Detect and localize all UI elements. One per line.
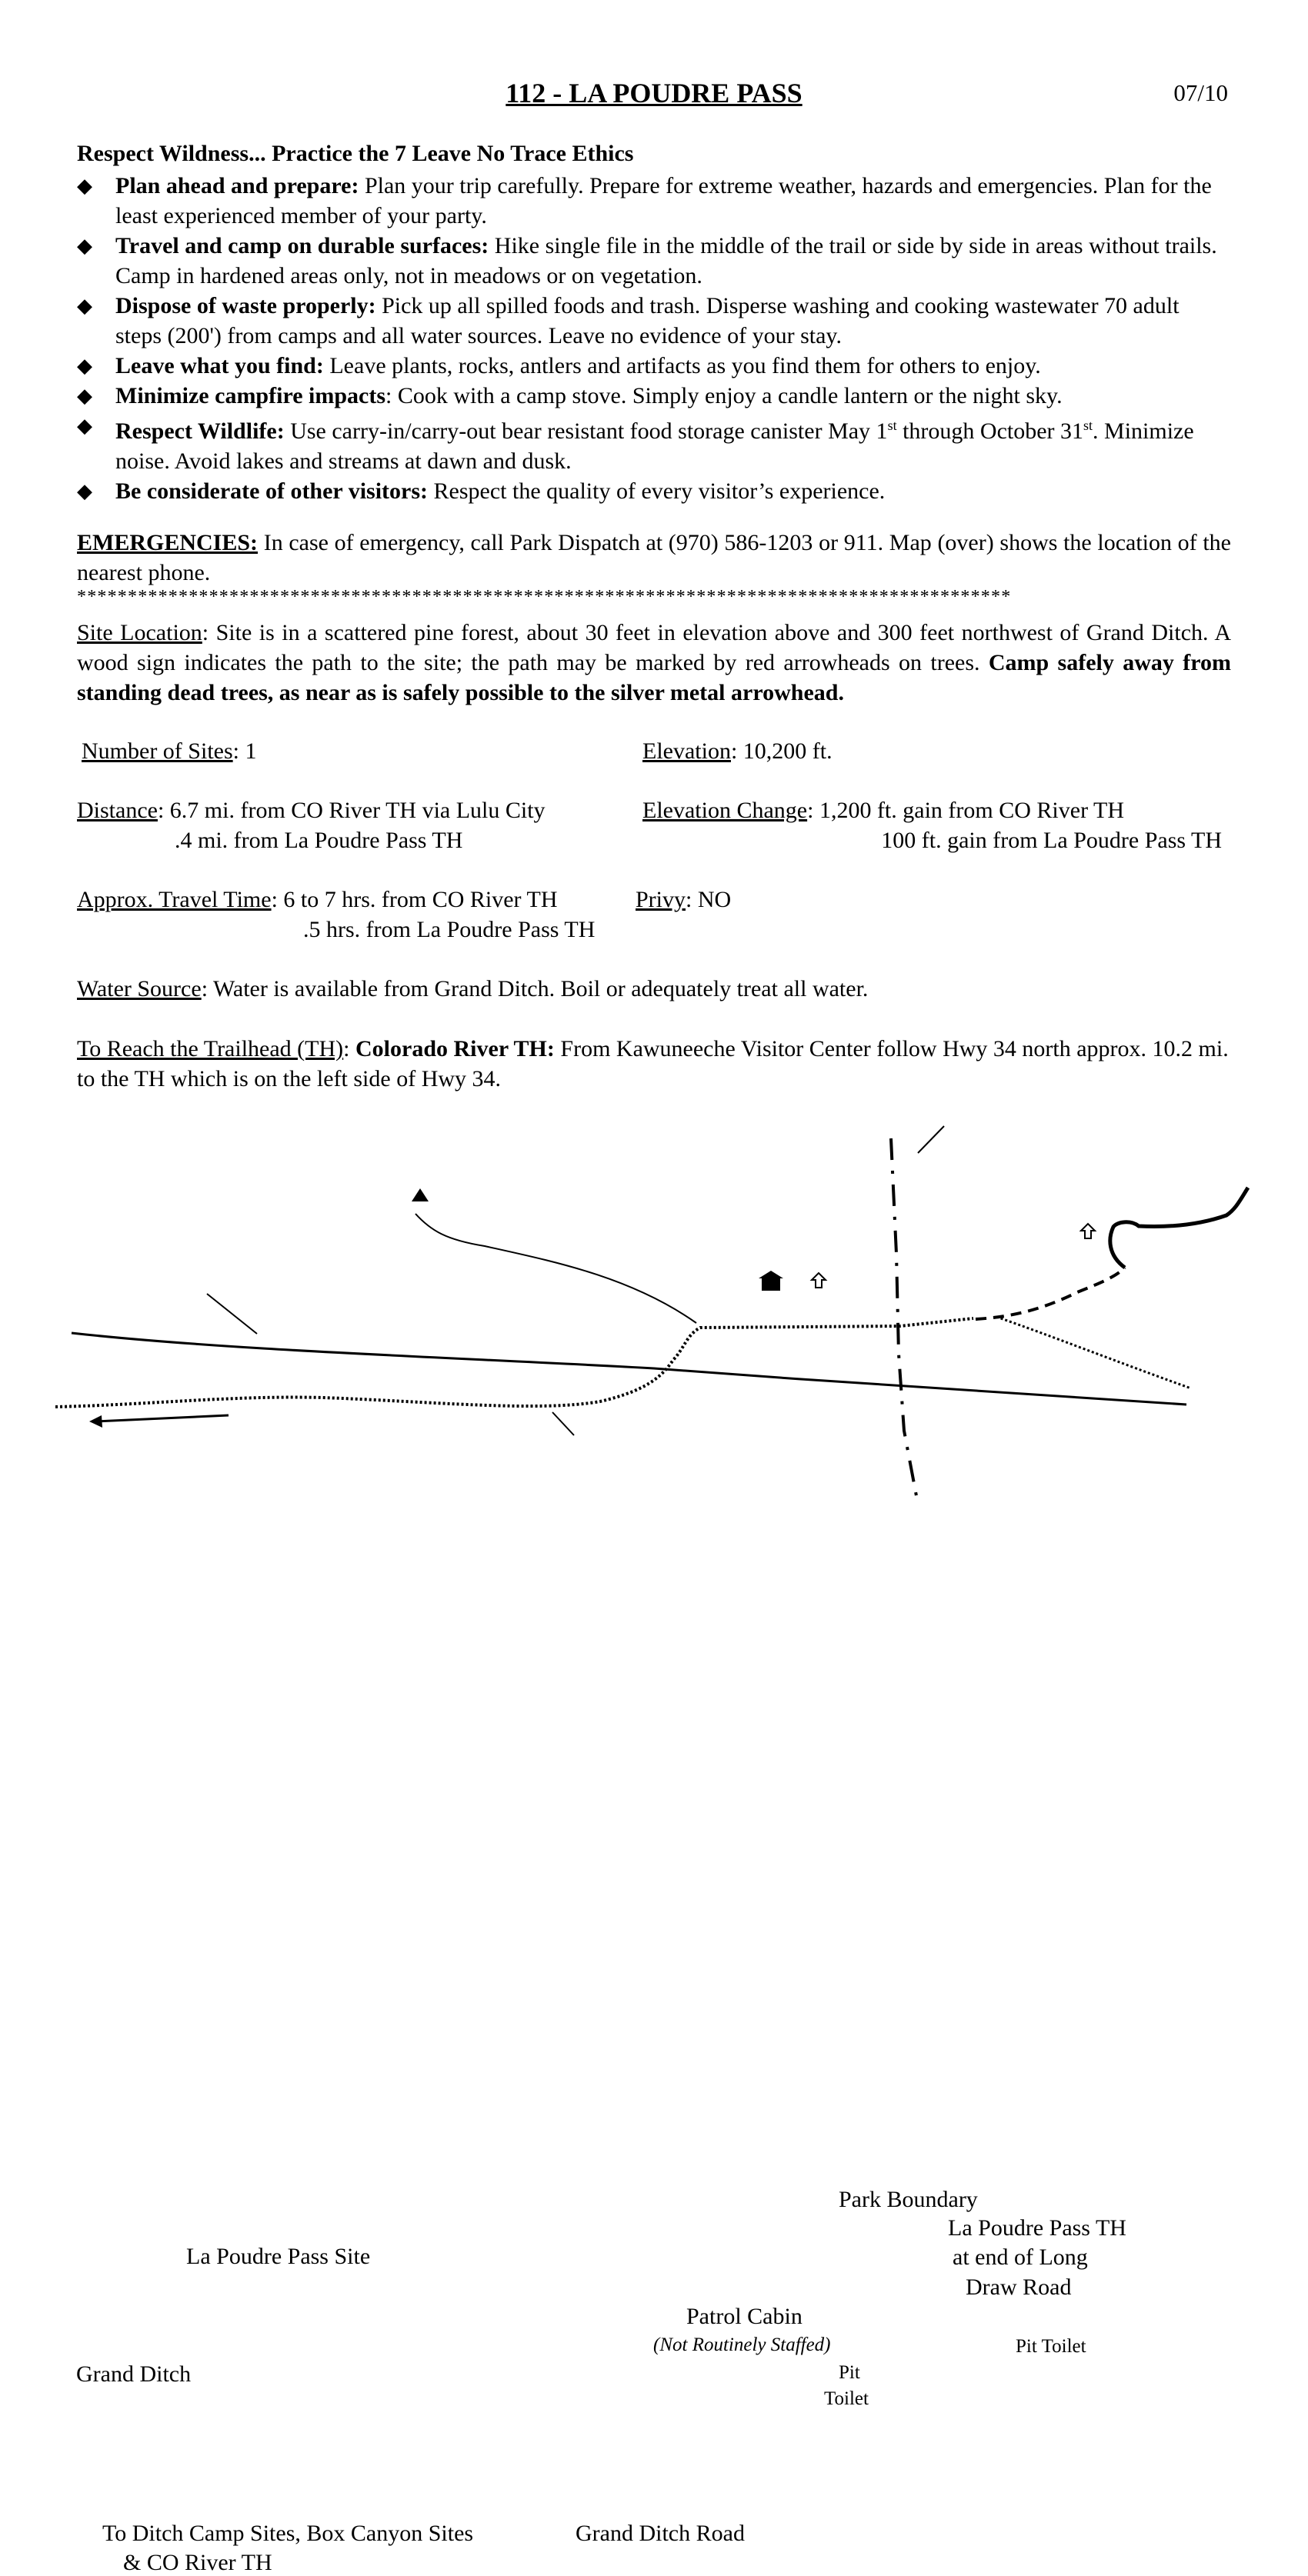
pit-toilet-label-1a: Pit — [839, 2362, 860, 2383]
elevation-value: : 10,200 ft. — [730, 738, 833, 764]
travel-time-label: Approx. Travel Time — [77, 887, 272, 912]
emergencies-label: EMERGENCIES: — [77, 530, 259, 555]
lnt-item-text: Plan your trip carefully. Prepare for extreme weather, hazards and emergencies. Plan for the least experienced member of your party. — [115, 173, 1212, 228]
diamond-bullet-icon: ◆ — [77, 480, 92, 502]
reach-colon: : — [343, 1036, 355, 1061]
elevation-change-line-2: 100 ft. gain from La Poudre Pass TH — [881, 828, 1222, 853]
elevation-change — [642, 795, 1223, 825]
site-trail-line — [415, 1214, 696, 1323]
trailhead-path-line — [976, 1268, 1125, 1319]
site-location-warning: Camp safely away from standing dead trees, as near as is safely possible to the silver metal arrowhead. — [77, 650, 1231, 705]
lnt-item-text: Respect the quality of every visitor’s experience. — [428, 478, 886, 504]
park-boundary-line — [891, 1138, 917, 1500]
lnt-item-label: Respect Wildlife: — [115, 418, 285, 444]
water-source-value: : Water is available from Grand Ditch. Boil or adequately treat all water. — [201, 976, 869, 1001]
diamond-bullet-icon: ◆ — [77, 235, 92, 257]
lnt-item-label: Dispose of waste properly: — [115, 293, 376, 318]
grand-ditch-road-leader — [552, 1412, 574, 1435]
lnt-item — [77, 171, 1231, 231]
elevation-change-line-1: : 1,200 ft. gain from CO River TH — [807, 798, 1125, 823]
lnt-item-label: Be considerate of other visitors: — [115, 478, 429, 504]
elevation-change-label: Elevation Change — [642, 798, 808, 823]
patrol-cabin-icon — [759, 1271, 783, 1291]
elevation — [642, 736, 833, 766]
lnt-list — [77, 171, 1231, 506]
trail-southeast-line — [996, 1317, 1191, 1388]
diamond-bullet-icon: ◆ — [77, 175, 92, 197]
lnt-item-label: Travel and camp on durable surfaces: — [115, 233, 489, 258]
lnt-item-label: Minimize campfire impacts — [115, 383, 386, 408]
distance-line-1: : 6.7 mi. from CO River TH via Lulu City — [157, 798, 546, 823]
lnt-item-text: Use carry-in/carry-out bear resistant food storage canister May 1st through October 31st. Minimize noise. Avoid lakes and streams at dawn and dusk. — [115, 418, 1194, 474]
to-ditch-label-1: To Ditch Camp Sites, Box Canyon Sites — [102, 2521, 474, 2546]
trailhead-label-3: Draw Road — [966, 2274, 1072, 2300]
water-source — [77, 974, 868, 1004]
lnt-heading: Respect Wildness... Practice the 7 Leave No Trace Ethics — [77, 141, 634, 166]
reach-directions: From Kawuneeche Visitor Center follow Hwy 34 north approx. 10.2 mi. to the TH which is on the left side of Hwy 34. — [77, 1036, 1229, 1091]
trailhead-leader — [918, 1126, 944, 1153]
campsite-triangle-icon — [412, 1188, 429, 1201]
separator: ******************************************************************************************** — [77, 587, 1012, 607]
distance-label: Distance — [77, 798, 158, 823]
reach-label: To Reach the Trailhead (TH) — [77, 1036, 344, 1061]
grand-ditch-road-line — [55, 1318, 973, 1407]
distance-line-2: .4 mi. from La Poudre Pass TH — [175, 828, 463, 853]
lnt-item-text: Leave plants, rocks, antlers and artifacts as you find them for others to enjoy. — [323, 353, 1041, 378]
travel-time-line-1: : 6 to 7 hrs. from CO River TH — [271, 887, 558, 912]
to-ditch-label-2: & CO River TH — [123, 2550, 272, 2575]
diamond-bullet-icon: ◆ — [77, 415, 92, 437]
map-drawing — [0, 1092, 1308, 1523]
trailhead-label-2: at end of Long — [953, 2244, 1088, 2270]
grand-ditch-road-label: Grand Ditch Road — [576, 2521, 745, 2546]
lnt-item — [77, 381, 1231, 411]
patrol-cabin-label: Patrol Cabin — [686, 2304, 802, 2329]
trailhead-label-1: La Poudre Pass TH — [948, 2215, 1126, 2241]
site-map — [0, 1092, 1308, 2575]
left-arrow-icon — [89, 1415, 102, 1428]
diamond-bullet-icon: ◆ — [77, 355, 92, 377]
travel-time — [77, 885, 558, 915]
sites-value: : 1 — [232, 738, 257, 764]
not-staffed-label: (Not Routinely Staffed) — [653, 2334, 831, 2355]
lnt-item — [77, 411, 1231, 476]
diamond-bullet-icon: ◆ — [77, 385, 92, 407]
park-boundary-label: Park Boundary — [839, 2187, 978, 2212]
page-title: 112 - LA POUDRE PASS — [506, 78, 802, 108]
emergencies-text: In case of emergency, call Park Dispatch at (970) 586-1203 or 911. Map (over) shows the location of the nearest phone. — [77, 530, 1231, 585]
distance — [77, 795, 546, 825]
privy-label: Privy — [636, 887, 686, 912]
lnt-item-text: Pick up all spilled foods and trash. Disperse washing and cooking wastewater 70 adult steps (200') from camps and all water sources. Leave no evidence of your stay. — [115, 293, 1180, 348]
privy — [636, 885, 731, 915]
site-location-label: Site Location — [77, 620, 202, 645]
site-location-text: : Site is in a scattered pine forest, about 30 feet in elevation above and 300 feet northwest of Grand Ditch. A wood sign indicates the path to the site; the path may be marked by red arrowheads on trees. — [77, 620, 1232, 675]
pit-toilet-icon — [1081, 1224, 1095, 1238]
lnt-item — [77, 476, 1231, 506]
pit-toilet-icon — [812, 1273, 826, 1288]
pit-toilet-label-2: Pit Toilet — [1016, 2336, 1086, 2357]
long-draw-road-line — [1110, 1188, 1248, 1268]
water-source-label: Water Source — [77, 976, 202, 1001]
elevation-label: Elevation — [642, 738, 731, 764]
lnt-item — [77, 291, 1231, 351]
grand-ditch-label: Grand Ditch — [76, 2361, 192, 2387]
to-ditch-arrow-line — [95, 1415, 229, 1421]
grand-ditch-line — [72, 1333, 1186, 1405]
number-of-sites — [82, 736, 256, 766]
revision-date: 07/10 — [1173, 79, 1228, 106]
privy-value: : NO — [686, 887, 732, 912]
reach-trailhead — [77, 1034, 1231, 1094]
lnt-item — [77, 351, 1231, 381]
lnt-item-label: Plan ahead and prepare: — [115, 173, 359, 198]
reach-trailhead-name: Colorado River TH: — [355, 1036, 555, 1061]
pit-toilet-label-1b: Toilet — [824, 2388, 869, 2409]
lnt-item-text: : Cook with a camp stove. Simply enjoy a candle lantern or the night sky. — [385, 383, 1063, 408]
lnt-item-label: Leave what you find: — [115, 353, 324, 378]
grand-ditch-leader — [207, 1294, 257, 1334]
site-label: La Poudre Pass Site — [186, 2244, 371, 2269]
sites-label: Number of Sites — [82, 738, 233, 764]
emergencies-paragraph — [77, 528, 1231, 588]
lnt-item-text: Hike single file in the middle of the trail or side by side in areas without trails. Camp in hardened areas only, not in meadows or on vegetation. — [115, 233, 1217, 288]
travel-time-line-2: .5 hrs. from La Poudre Pass TH — [303, 917, 596, 942]
diamond-bullet-icon: ◆ — [77, 295, 92, 317]
site-location-paragraph — [77, 618, 1231, 708]
lnt-item — [77, 231, 1231, 291]
